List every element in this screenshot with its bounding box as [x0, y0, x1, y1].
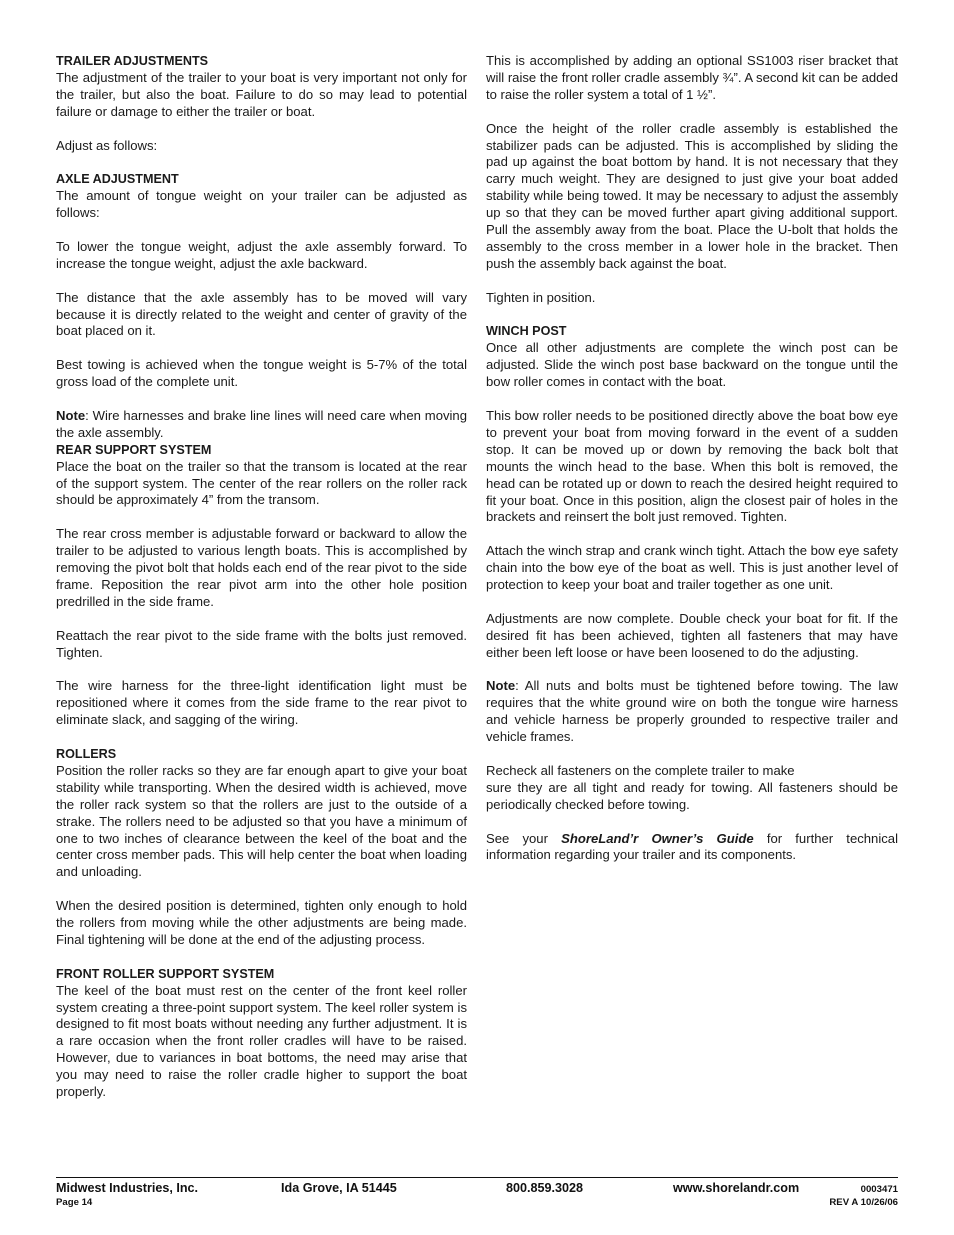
recheck-line-2: sure they are all tight and ready for towing. All fasteners should be periodically checked before towing. [486, 779, 898, 812]
footer-revision: REV A 10/26/06 [829, 1197, 898, 1208]
axle-adjustment-note [56, 408, 467, 442]
note-label: Note [486, 678, 516, 694]
winch-post-paragraph-4: Adjustments are now complete. Double check your boat for fit. If the desired fit has been achieved, tighten all fasteners that may have either been left loose or have been loosened to do the adjusting. [486, 610, 898, 660]
recheck-line-1: Recheck all fasteners on the complete trailer to make [486, 762, 795, 778]
rear-support-heading: REAR SUPPORT SYSTEM [56, 442, 212, 457]
front-roller-paragraph-1: The keel of the boat must rest on the center of the front keel roller system creating a three-point support system. The keel roller system is designed to fit most boats without needing any further adjustment. It is a rare occasion when the front roller cradles will have to be raised. However, due to variances in boat bottoms, the need may arise that you may need to raise the roller cradle higher to support the boat properly. [56, 982, 467, 1100]
axle-adjustment-paragraph-3: The distance that the axle assembly has to be moved will vary because it is directly related to the weight and center of gravity of the boat placed on it. [56, 289, 467, 339]
axle-adjustment-heading: AXLE ADJUSTMENT [56, 172, 179, 187]
trailer-adjustments-paragraph-1: The adjustment of the trailer to your boat is very important not only for the trailer, but also the boat. Failure to do so may lead to potential failure or damage to either the trailer or boat. [56, 69, 467, 119]
trailer-adjustments-heading: TRAILER ADJUSTMENTS [56, 54, 209, 68]
winch-post-paragraph-2: This bow roller needs to be positioned directly above the boat bow eye to prevent your boat from moving forward in the event of a sudden stop. It can be moved up or down by removing the back bolt that mounts the winch head to the base. When this bolt is removed, the head can be rotated up or down to reach the desired height required to fit your boat. Once in this position, align the closest pair of holes in the brackets and reinsert the bolt just removed. Tighten. [486, 407, 898, 525]
rollers-paragraph-1: Position the roller racks so they are far enough apart to give your boat stability while transporting. When the desired width is achieved, move the roller rack system so that the rollers are just to the outside of a strake. The rollers need to be adjusted so that you have a minimum of one to two inches of clearance between the keel of the boat and the center cross member pads. This will help center the boat when loading and unloading. [56, 762, 467, 880]
rollers-section [56, 746, 467, 881]
owners-guide-title: ShoreLand’r Owner’s Guide [561, 830, 754, 846]
rear-support-paragraph-2: The rear cross member is adjustable forward or backward to allow the trailer to be adjusted to various length boats. This is accomplished by removing the pivot bolt that holds each end of the rear pivot to the side frame. Reposition the rear pivot arm into the other hole position predrilled in the side frame. [56, 526, 467, 609]
rear-support-section [56, 442, 467, 510]
note-label: Note [56, 407, 86, 423]
note-text: : Wire harnesses and brake line lines will need care when moving the axle assembly. [56, 407, 467, 440]
axle-adjustment-section [56, 171, 467, 222]
footer-rule [56, 1177, 898, 1178]
footer-page-number: Page 14 [56, 1197, 93, 1208]
footer-phone: 800.859.3028 [506, 1181, 584, 1195]
axle-adjustment-paragraph-2: To lower the tongue weight, adjust the axle assembly forward. To increase the tongue weight, adjust the axle backward. [56, 238, 467, 271]
rear-support-paragraph-4: The wire harness for the three-light identification light must be repositioned where it comes from the side frame to the rear pivot to eliminate slack, and sagging of the wiring. [56, 678, 467, 728]
adjust-as-follows-paragraph: Adjust as follows: [56, 137, 158, 153]
winch-post-note [486, 678, 898, 746]
footer-doc-number: 0003471 [860, 1184, 898, 1195]
owners-guide-paragraph [486, 831, 898, 865]
footer-city: Ida Grove, IA 51445 [281, 1181, 397, 1195]
winch-post-paragraph-1: Once all other adjustments are complete the winch post can be adjusted. Slide the winch post base backward on the tongue until the bow roller comes in contact with the boat. [486, 340, 898, 390]
owners-guide-post: for further technical information regarding your trailer and its components. [486, 830, 898, 863]
tighten-paragraph: Tighten in position. [486, 289, 596, 305]
footer-website: www.shorelandr.com [673, 1181, 800, 1195]
rollers-paragraph-2: When the desired position is determined, tighten only enough to hold the rollers from moving while the other adjustments are being made. Final tightening will be done at the end of the adjusting process. [56, 898, 467, 947]
note-text: : All nuts and bolts must be tightened before towing. The law requires that the white ground wire on both the tongue wire harness and vehicle harness be properly grounded to respective trailer and vehicle frames. [486, 678, 898, 745]
axle-adjustment-paragraph-4: Best towing is achieved when the tongue weight is 5-7% of the total gross load of the complete unit. [56, 357, 467, 390]
rollers-heading: ROLLERS [56, 747, 117, 761]
axle-adjustment-paragraph-1: The amount of tongue weight on your trailer can be adjusted as follows: [56, 188, 467, 221]
footer-company: Midwest Industries, Inc. [56, 1181, 199, 1195]
recheck-fasteners-paragraph [486, 763, 898, 814]
front-roller-heading: FRONT ROLLER SUPPORT SYSTEM [56, 966, 275, 981]
rear-support-paragraph-1: Place the boat on the trailer so that the transom is located at the rear of the support system. The center of the rear rollers on the roller rack should be approximately 4” from the transom. [56, 458, 467, 508]
rear-support-paragraph-3: Reattach the rear pivot to the side frame with the bolts just removed. Tighten. [56, 627, 467, 660]
winch-post-section [486, 323, 898, 391]
trailer-adjustments-section [56, 53, 467, 121]
winch-post-heading: WINCH POST [486, 324, 567, 339]
winch-post-paragraph-3: Attach the winch strap and crank winch tight. Attach the bow eye safety chain into the bow eye of the boat as well. This is just another level of protection to keep your boat and trailer together as one unit. [486, 543, 898, 593]
stabilizer-pads-paragraph: Once the height of the roller cradle assembly is established the stabilizer pads can be adjusted. This is accomplished by sliding the pad up against the boat bottom by hand. It is not necessary that they carry much weight. They are designed to just give your boat added stability while being towed. It may be necessary to adjust the assembly up so that they can be moved further apart giving additional support. Pull the assembly away from the boat. Place the U-bolt that holds the assembly to the cross member in a lower hole in the bracket. Then push the assembly back against the boat. [486, 120, 898, 271]
right-column [486, 53, 898, 881]
owners-guide-pre: See your [486, 830, 562, 846]
front-roller-section [56, 966, 467, 1101]
riser-bracket-paragraph: This is accomplished by adding an optional SS1003 riser bracket that will raise the front roller cradle assembly ¾”. A second kit can be added to raise the roller system a total of 1 ½”. [486, 53, 898, 102]
left-column [56, 53, 467, 1101]
